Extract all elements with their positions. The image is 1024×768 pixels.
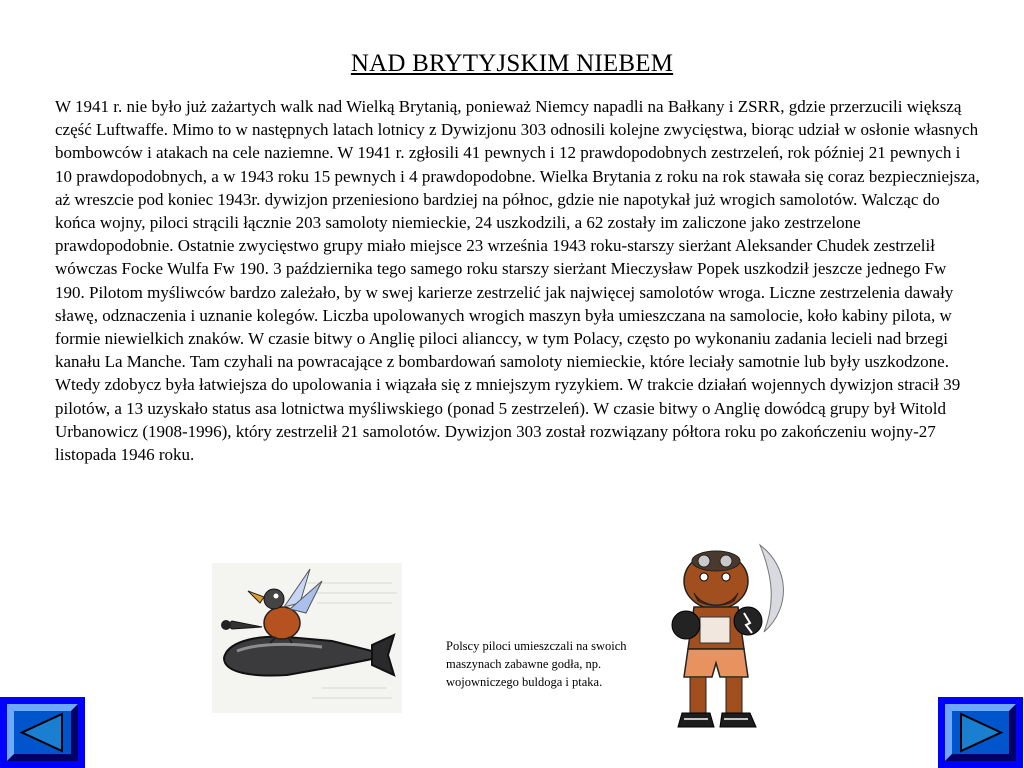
bulldog-emblem-image	[664, 537, 794, 742]
image-caption: Polscy piloci umieszczali na swoich maszynach zabawne godła, np. wojowniczego buldoga i ptaka.	[446, 639, 627, 689]
triangle-right-icon	[938, 697, 1023, 768]
slide-body-text: W 1941 r. nie było już zażartych walk nad Wielką Brytanią, ponieważ Niemcy napadli na Bałkany i ZSRR, gdzie przerzucili większą część Luftwaffe. Mimo to w następnych latach lotnicy z Dywizjonu 303 odnosili kolejne zwycięstwa, biorąc udział w osłonie własnych bombowców i atakach na cele naziemne. W 1941 r. zgłosili 41 pewnych i 12 prawdopodobnych zestrzeleń, rok później 21 pewnych i 10 prawdopodobnych, a w 1943 roku 15 pewnych i 4 prawdopodobne. Wielka Brytania z roku na rok stawała się coraz bezpieczniejsza, aż wreszcie pod koniec 1943r. dywizjon przeniesiono bardziej na północ, gdzie nie napotykał już wrogich samolotów. Walcząc do końca wojny, piloci strącili łącznie 203 samoloty niemieckie, 24 uszkodzili, a 62 zostały im zaliczone jako zestrzelone prawdopodobnie. Ostatnie zwycięstwo grupy miało miejsce 23 września 1943 roku-starszy sierżant Aleksander Chudek zestrzelił wówczas Focke Wulfa Fw 190. 3 października tego samego roku starszy sierżant Mieczysław Popek uszkodził jeszcze jednego Fw 190. Pilotom myśliwców bardzo zależało, by w swej karierze zestrzelić jak najwięcej samolotów wroga. Liczne zestrzelenia dawały sławę, odznaczenia i uznanie kolegów. Liczba upolowanych wrogich maszyn była umieszczana na samolocie, koło kabiny pilota, w formie niewielkich znaków. W czasie bitwy o Anglię piloci alianccy, w tym Polacy, często po wykonaniu zadania lecieli nad brzegi kanału La Manche. Tam czyhali na powracające z bombardowań samoloty niemieckie, które leciały samotnie lub były uszkodzone. Wtedy zdobycz była łatwiejsza do upolowania i wiązała się z mniejszym ryzykiem. W trakcie działań wojennych dywizjon stracił 39 pilotów, a 13 uzyskało status asa lotnictwa myśliwskiego (ponad 5 zestrzeleń). W czasie bitwy o Anglię dowódcą grupy był Witold Urbanowicz (1908-1996), który zestrzelił 21 samolotów. Dywizjon 303 został rozwiązany półtora roku po zakończeniu wojny-27 listopada 1946 roku.	[55, 97, 980, 465]
previous-slide-button[interactable]	[0, 697, 85, 768]
next-slide-button[interactable]	[938, 697, 1023, 768]
slide-title: NAD BRYTYJSKIM NIEBEM	[350, 50, 674, 77]
triangle-left-icon	[0, 697, 85, 768]
bird-bomb-emblem-image	[212, 563, 402, 713]
